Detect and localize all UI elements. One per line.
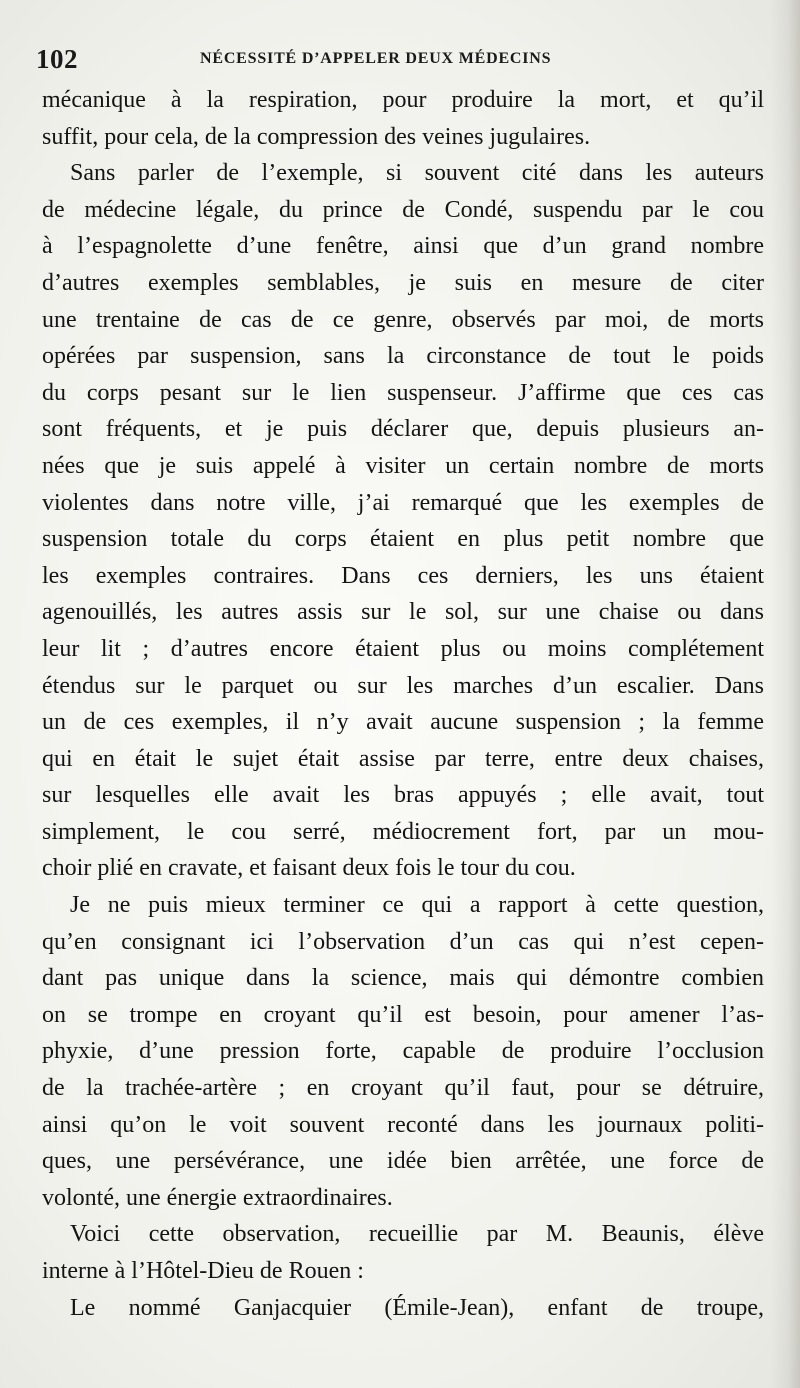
- text-line: étendus sur le parquet ou sur les marches d’un escalier. Dans: [42, 672, 764, 699]
- text-line: on se trompe en croyant qu’il est besoin, pour amener l’as-: [42, 1001, 764, 1028]
- page-gutter-shadow: [770, 0, 800, 1388]
- text-line: dant pas unique dans la science, mais qui démontre combien: [42, 965, 764, 992]
- text-line: violentes dans notre ville, j’ai remarqué que les exemples de: [42, 489, 764, 516]
- text-line: choir plié en cravate, et faisant deux fois le tour du cou.: [42, 855, 576, 882]
- page-header: [36, 44, 756, 80]
- text-line: Sans parler de l’exemple, si souvent cité dans les auteurs: [70, 160, 764, 187]
- text-line: les exemples contraires. Dans ces derniers, les uns étaient: [42, 562, 764, 589]
- text-line: suffit, pour cela, de la compression des veines jugulaires.: [42, 123, 591, 150]
- text-line: à l’espagnolette d’une fenêtre, ainsi que d’un grand nombre: [42, 233, 764, 260]
- text-line: leur lit ; d’autres encore étaient plus ou moins complétement: [42, 635, 764, 662]
- text-line: ainsi qu’on le voit souvent reconté dans les journaux politi-: [42, 1111, 764, 1138]
- text-line: Le nommé Ganjacquier (Émile-Jean), enfant de troupe,: [70, 1294, 764, 1321]
- text-line: qui en était le sujet était assise par terre, entre deux chaises,: [42, 745, 764, 772]
- text-line: interne à l’Hôtel-Dieu de Rouen :: [42, 1258, 364, 1284]
- body-text: [42, 82, 764, 1326]
- text-line: un de ces exemples, il n’y avait aucune suspension ; la femme: [42, 709, 764, 736]
- text-line: Voici cette observation, recueillie par M. Beaunis, élève: [70, 1221, 764, 1248]
- text-line: volonté, une énergie extraordinaires.: [42, 1184, 393, 1211]
- running-head: NÉCESSITÉ D’APPELER DEUX MÉDECINS: [200, 50, 552, 67]
- text-line: Je ne puis mieux terminer ce qui a rapport à cette question,: [70, 892, 764, 919]
- text-line: mécanique à la respiration, pour produire la mort, et qu’il: [42, 87, 764, 113]
- text-line: de médecine légale, du prince de Condé, suspendu par le cou: [42, 196, 764, 223]
- text-line: ques, une persévérance, une idée bien arrêtée, une force de: [42, 1148, 764, 1175]
- text-line: suspension totale du corps étaient en plus petit nombre que: [42, 526, 764, 553]
- text-line: simplement, le cou serré, médiocrement fort, par un mou-: [42, 818, 764, 845]
- text-line: du corps pesant sur le lien suspenseur. J’affirme que ces cas: [42, 379, 764, 406]
- text-line: qu’en consignant ici l’observation d’un cas qui n’est cepen-: [42, 928, 764, 955]
- text-line: d’autres exemples semblables, je suis en mesure de citer: [42, 269, 764, 296]
- text-line: sont fréquents, et je puis déclarer que, depuis plusieurs an-: [42, 416, 764, 443]
- text-line: de la trachée-artère ; en croyant qu’il faut, pour se détruire,: [42, 1075, 764, 1102]
- text-line: nées que je suis appelé à visiter un certain nombre de morts: [42, 452, 764, 479]
- text-line: agenouillés, les autres assis sur le sol, sur une chaise ou dans: [42, 599, 764, 626]
- text-line: une trentaine de cas de ce genre, observés par moi, de morts: [42, 306, 764, 333]
- text-line: sur lesquelles elle avait les bras appuyés ; elle avait, tout: [42, 782, 764, 809]
- page-number: 102: [36, 44, 78, 74]
- text-line: phyxie, d’une pression forte, capable de produire l’occlusion: [42, 1038, 764, 1065]
- text-line: opérées par suspension, sans la circonstance de tout le poids: [42, 343, 764, 370]
